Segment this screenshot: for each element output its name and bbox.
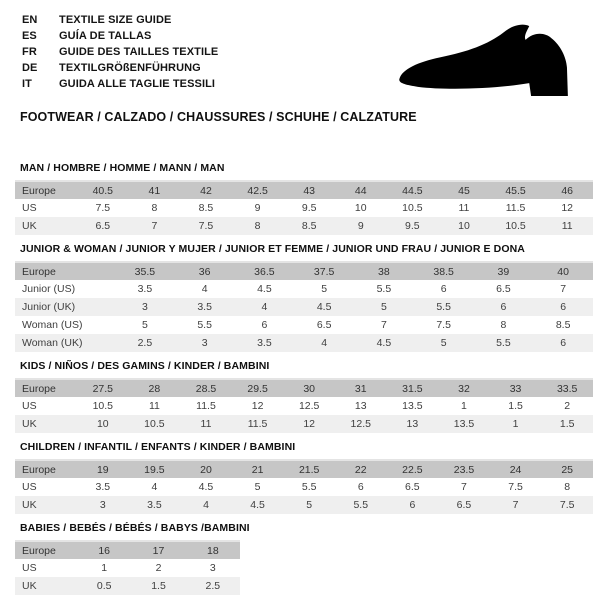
- size-cell: 1: [512, 418, 519, 430]
- size-cell: 10: [96, 418, 109, 430]
- size-cell: 6.5: [405, 481, 420, 493]
- size-cell: 8: [151, 202, 158, 214]
- size-table: [15, 180, 593, 235]
- size-cell: 1.5: [559, 418, 575, 430]
- size-cell: 20: [200, 463, 212, 476]
- size-cell: 33.5: [556, 382, 578, 395]
- table-header-row: [15, 541, 240, 559]
- size-cell: 38.5: [433, 265, 454, 278]
- size-cell: 3: [99, 499, 106, 511]
- size-cell: 12.5: [350, 418, 371, 430]
- size-cell: 29.5: [247, 382, 268, 395]
- row-label: US: [22, 202, 37, 214]
- size-cell: 5: [440, 337, 447, 349]
- language-guide-title: GUIDA ALLE TAGLIE TESSILI: [59, 78, 216, 90]
- size-cell: 37.5: [313, 265, 335, 278]
- shoe-icon: [388, 16, 584, 108]
- table-row: [15, 397, 593, 415]
- row-label: Europe: [22, 544, 56, 557]
- size-cell: 5: [141, 319, 148, 331]
- size-cell: 10.5: [144, 418, 165, 430]
- section-title: BABIES / BEBÉS / BÉBÉS / BABYS /BAMBINI: [20, 522, 250, 534]
- size-cell: 25: [561, 463, 574, 476]
- size-cell: 8.5: [198, 202, 214, 214]
- size-table: [15, 261, 593, 352]
- table-header-row: [15, 460, 593, 478]
- size-cell: 13: [406, 418, 419, 430]
- size-cell: 7: [380, 319, 387, 331]
- size-cell: 12: [251, 400, 264, 412]
- size-cell: 5.5: [376, 283, 392, 295]
- size-cell: 3.5: [147, 499, 162, 511]
- size-cell: 8.5: [555, 319, 571, 331]
- size-cell: 42.5: [247, 184, 268, 197]
- size-cell: 13: [354, 400, 367, 412]
- size-cell: 7: [512, 499, 519, 511]
- size-cell: 11: [561, 220, 573, 232]
- size-cell: 13.5: [402, 400, 423, 412]
- size-cell: 5: [254, 481, 261, 493]
- table-row: [15, 217, 593, 235]
- language-list: [22, 12, 218, 92]
- size-cell: 45.5: [505, 184, 526, 197]
- size-cell: 10.5: [402, 202, 423, 214]
- table-header-row: [15, 379, 593, 397]
- row-label: Woman (UK): [22, 337, 83, 349]
- size-cell: 28: [148, 382, 161, 395]
- size-cell: 7.5: [508, 481, 523, 493]
- row-label: US: [22, 400, 37, 412]
- size-cell: 5: [321, 283, 328, 295]
- size-cell: 11: [458, 202, 470, 214]
- size-cell: 4: [203, 499, 209, 511]
- size-cell: 30: [303, 382, 316, 395]
- language-guide-title: TEXTILGRÖßENFÜHRUNG: [59, 62, 201, 74]
- size-table-section: [15, 441, 593, 514]
- size-cell: 11.5: [247, 418, 268, 430]
- size-cell: 11.5: [196, 400, 216, 412]
- size-cell: 10.5: [505, 220, 526, 232]
- size-cell: 6: [409, 499, 416, 511]
- size-cell: 22: [354, 463, 367, 476]
- size-cell: 2.5: [205, 580, 221, 592]
- row-label: Europe: [22, 184, 56, 197]
- size-tables: [0, 162, 600, 595]
- size-cell: 8: [500, 319, 507, 331]
- size-cell: 11: [148, 400, 160, 412]
- size-cell: 11.5: [505, 202, 526, 214]
- size-cell: 27.5: [92, 382, 114, 395]
- size-cell: 32: [458, 382, 470, 395]
- size-cell: 36.5: [254, 265, 275, 278]
- table-row: [15, 280, 593, 298]
- language-row: [22, 60, 218, 76]
- size-cell: 3.5: [197, 301, 212, 313]
- category-title: FOOTWEAR / CALZADO / CHAUSSURES / SCHUHE / CALZATURE: [20, 110, 417, 124]
- size-cell: 41: [148, 184, 161, 197]
- size-cell: 19: [96, 463, 109, 476]
- size-cell: 17: [152, 544, 165, 557]
- size-cell: 4.5: [316, 301, 332, 313]
- size-cell: 5.5: [301, 481, 317, 493]
- language-code: FR: [22, 46, 37, 58]
- size-cell: 9.5: [405, 220, 420, 232]
- size-cell: 18: [206, 544, 219, 557]
- row-label: Europe: [22, 463, 56, 476]
- size-cell: 6: [560, 301, 567, 313]
- size-cell: 7: [560, 283, 567, 295]
- size-cell: 7: [461, 481, 467, 493]
- size-cell: 4: [321, 337, 328, 349]
- row-label: UK: [22, 499, 37, 511]
- language-code: DE: [22, 62, 38, 74]
- section-title: KIDS / NIÑOS / DES GAMINS / KINDER / BAMBINI: [20, 360, 270, 372]
- table-row: [15, 334, 593, 352]
- size-cell: 3.5: [257, 337, 272, 349]
- size-table-section: [15, 162, 593, 235]
- size-cell: 10.5: [92, 400, 114, 412]
- size-cell: 9: [357, 220, 364, 232]
- language-code: ES: [22, 30, 37, 42]
- size-cell: 0.5: [96, 580, 112, 592]
- size-cell: 22.5: [402, 463, 423, 476]
- size-table: [15, 540, 240, 595]
- row-label: Woman (US): [22, 319, 83, 331]
- table-row: [15, 415, 593, 433]
- table-header-row: [15, 262, 593, 280]
- table-header-row: [15, 181, 593, 199]
- size-table-section: [15, 522, 593, 595]
- size-cell: 9: [254, 202, 261, 214]
- table-row: [15, 316, 593, 334]
- language-guide-title: TEXTILE SIZE GUIDE: [59, 14, 172, 26]
- row-label: Junior (US): [22, 283, 76, 295]
- size-cell: 39: [497, 265, 510, 278]
- size-cell: 2: [155, 562, 162, 574]
- size-table: [15, 378, 593, 433]
- language-row: [22, 76, 218, 92]
- size-cell: 5.5: [353, 499, 369, 511]
- size-cell: 11: [200, 418, 212, 430]
- size-cell: 4: [201, 283, 208, 295]
- size-cell: 5: [380, 301, 387, 313]
- size-cell: 33: [509, 382, 522, 395]
- size-cell: 6: [261, 319, 268, 331]
- size-cell: 1.5: [508, 400, 523, 412]
- size-cell: 6: [440, 283, 447, 295]
- size-cell: 6: [500, 301, 507, 313]
- row-label: US: [22, 562, 37, 574]
- size-cell: 9.5: [301, 202, 317, 214]
- size-cell: 10: [458, 220, 470, 232]
- size-cell: 6: [560, 337, 567, 349]
- language-row: [22, 12, 218, 28]
- size-cell: 8.5: [301, 220, 317, 232]
- size-cell: 3.5: [137, 283, 153, 295]
- size-cell: 10: [354, 202, 367, 214]
- row-label: Europe: [22, 265, 56, 278]
- size-cell: 31: [354, 382, 367, 395]
- size-cell: 5.5: [436, 301, 451, 313]
- size-cell: 7: [151, 220, 158, 232]
- size-cell: 3.5: [95, 481, 111, 493]
- size-cell: 4.5: [257, 283, 272, 295]
- row-label: Junior (UK): [22, 301, 76, 313]
- size-cell: 4.5: [198, 481, 214, 493]
- size-cell: 3: [141, 301, 148, 313]
- size-cell: 5: [306, 499, 313, 511]
- size-cell: 43: [303, 184, 316, 197]
- size-cell: 36: [198, 265, 211, 278]
- size-cell: 6.5: [496, 283, 511, 295]
- size-cell: 3: [201, 337, 208, 349]
- row-label: UK: [22, 580, 37, 592]
- table-row: [15, 298, 593, 316]
- size-cell: 7.5: [559, 499, 575, 511]
- row-label: Europe: [22, 382, 56, 395]
- size-cell: 6.5: [95, 220, 111, 232]
- size-cell: 4: [261, 301, 268, 313]
- language-code: EN: [22, 14, 38, 26]
- size-cell: 40.5: [92, 184, 114, 197]
- size-cell: 12.5: [298, 400, 320, 412]
- size-cell: 35.5: [134, 265, 156, 278]
- size-cell: 46: [561, 184, 574, 197]
- size-cell: 16: [98, 544, 110, 557]
- size-table-section: [15, 360, 593, 433]
- size-cell: 6.5: [316, 319, 332, 331]
- size-cell: 4.5: [250, 499, 265, 511]
- size-cell: 1: [101, 562, 108, 574]
- language-code: IT: [22, 78, 32, 90]
- table-row: [15, 496, 593, 514]
- table-row: [15, 559, 240, 577]
- size-cell: 21.5: [298, 463, 320, 476]
- size-cell: 12: [561, 202, 574, 214]
- size-cell: 12: [303, 418, 316, 430]
- size-cell: 1: [461, 400, 467, 412]
- page-header: [0, 0, 600, 162]
- language-guide-title: GUIDE DES TAILLES TEXTILE: [59, 46, 219, 58]
- size-cell: 44.5: [402, 184, 423, 197]
- shoe-icon-path: [399, 25, 568, 96]
- size-cell: 5.5: [496, 337, 511, 349]
- table-row: [15, 577, 240, 595]
- row-label: US: [22, 481, 37, 493]
- row-label: UK: [22, 220, 37, 232]
- size-table: [15, 459, 593, 514]
- row-label: UK: [22, 418, 37, 430]
- language-guide-title: GUÍA DE TALLAS: [59, 30, 152, 42]
- section-title: MAN / HOMBRE / HOMME / MANN / MAN: [20, 162, 225, 174]
- size-cell: 4: [151, 481, 158, 493]
- size-table-section: [15, 243, 593, 352]
- size-cell: 8: [254, 220, 261, 232]
- size-cell: 23.5: [453, 463, 475, 476]
- size-cell: 1.5: [151, 580, 166, 592]
- size-cell: 8: [564, 481, 571, 493]
- section-title: CHILDREN / INFANTIL / ENFANTS / KINDER / BAMBINI: [20, 441, 296, 453]
- size-cell: 13.5: [453, 418, 475, 430]
- size-cell: 6: [357, 481, 364, 493]
- table-row: [15, 478, 593, 496]
- section-title: JUNIOR & WOMAN / JUNIOR Y MUJER / JUNIOR ET FEMME / JUNIOR UND FRAU / JUNIOR E DONA: [20, 243, 525, 255]
- size-cell: 21: [251, 463, 264, 476]
- size-cell: 6.5: [456, 499, 472, 511]
- size-cell: 28.5: [195, 382, 217, 395]
- size-cell: 2.5: [137, 337, 153, 349]
- size-cell: 3: [209, 562, 216, 574]
- table-row: [15, 199, 593, 217]
- size-cell: 2: [564, 400, 571, 412]
- size-cell: 5.5: [197, 319, 212, 331]
- language-row: [22, 28, 218, 44]
- size-cell: 42: [200, 184, 212, 197]
- size-cell: 7.5: [198, 220, 214, 232]
- size-cell: 24: [509, 463, 522, 476]
- language-row: [22, 44, 218, 60]
- size-cell: 45: [458, 184, 470, 197]
- size-cell: 31.5: [402, 382, 423, 395]
- size-cell: 7.5: [95, 202, 111, 214]
- size-cell: 7.5: [436, 319, 451, 331]
- size-cell: 38: [378, 265, 390, 278]
- size-cell: 44: [354, 184, 367, 197]
- size-cell: 19.5: [144, 463, 165, 476]
- size-cell: 4.5: [376, 337, 392, 349]
- size-cell: 40: [557, 265, 569, 278]
